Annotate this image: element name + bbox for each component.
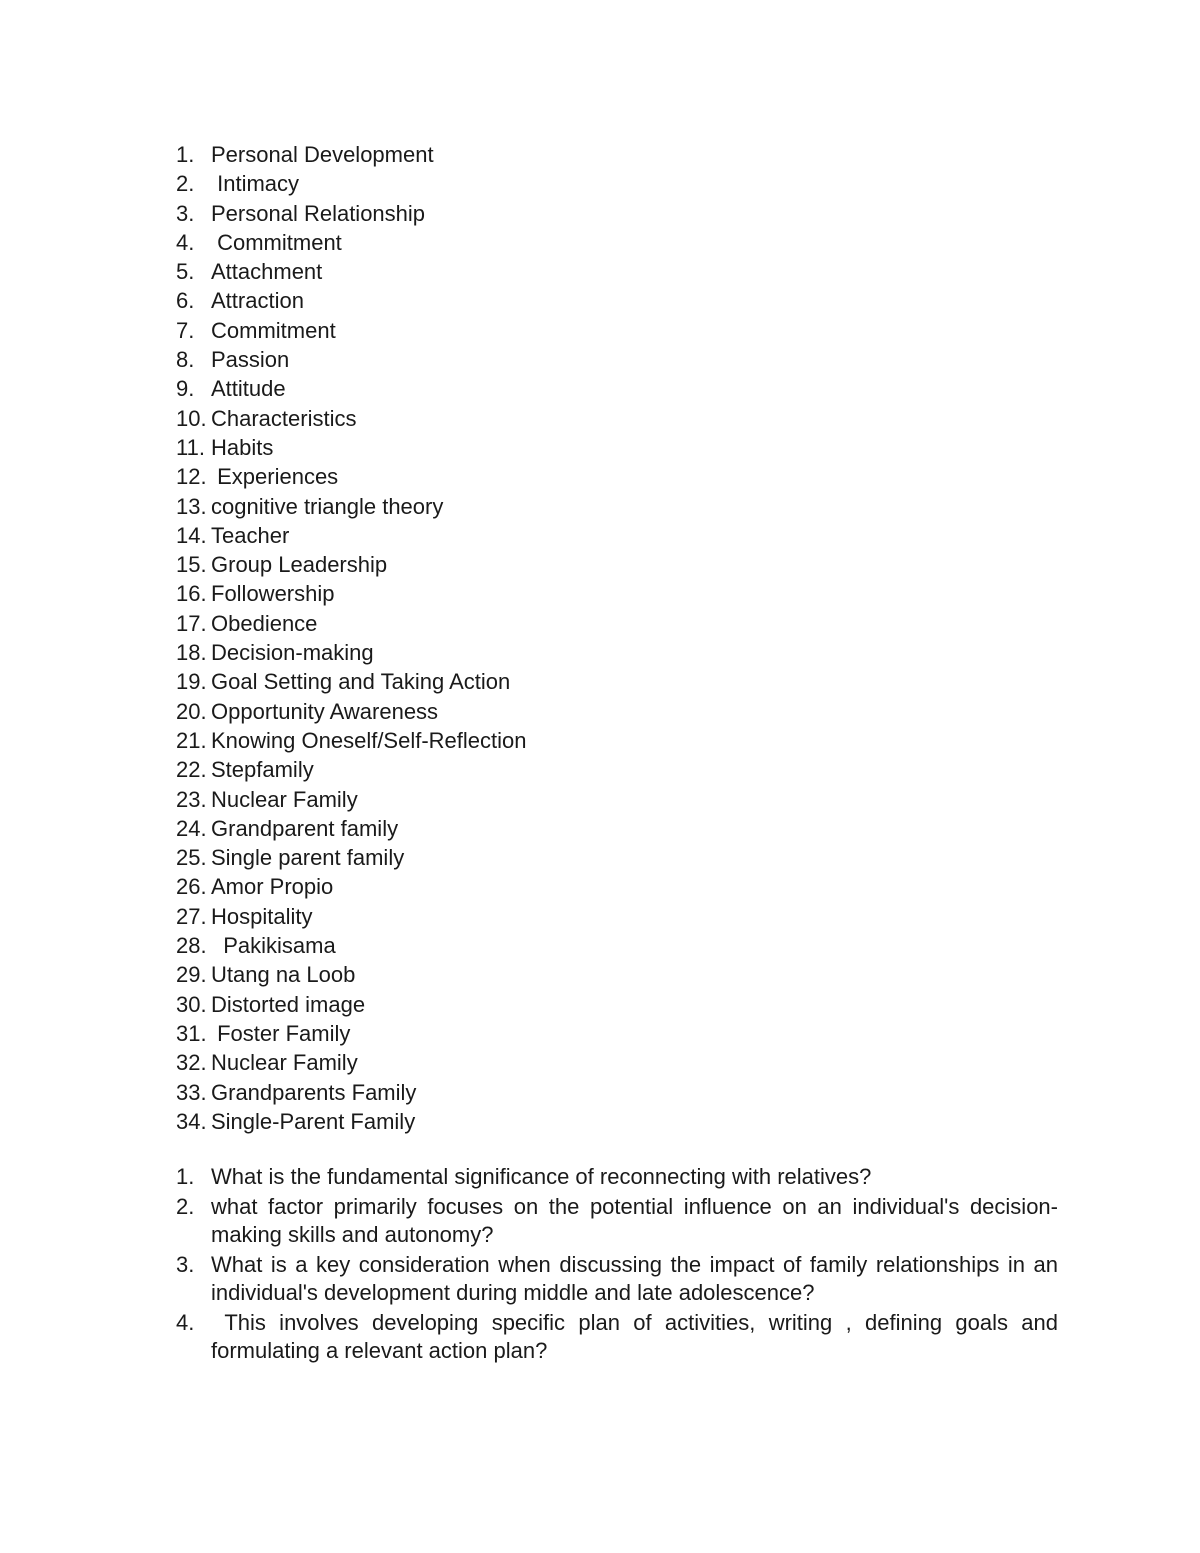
item-number: 16. bbox=[176, 581, 207, 607]
question-list bbox=[176, 1163, 1065, 1367]
question-item bbox=[176, 1251, 1065, 1307]
item-number: 29. bbox=[176, 962, 207, 988]
item-text: Foster Family bbox=[211, 1020, 351, 1046]
item-text: Stepfamily bbox=[211, 757, 314, 783]
item-number: 23. bbox=[176, 786, 207, 812]
item-number: 28. bbox=[176, 933, 207, 959]
item-text: Single-Parent Family bbox=[211, 1108, 416, 1134]
list-item bbox=[176, 726, 876, 755]
item-number: 27. bbox=[176, 903, 207, 929]
question-text: What is a key consideration when discussing the impact of family relationships in an individual's development during middle and late adolescence? bbox=[211, 1252, 1065, 1305]
item-number: 6. bbox=[176, 288, 195, 314]
item-text: Experiences bbox=[211, 464, 339, 490]
question-item bbox=[176, 1309, 1065, 1365]
list-item bbox=[176, 1048, 876, 1077]
item-text: Intimacy bbox=[211, 171, 300, 197]
list-item bbox=[176, 257, 876, 286]
item-text: Nuclear Family bbox=[211, 786, 358, 812]
list-item bbox=[176, 872, 876, 901]
list-item bbox=[176, 785, 876, 814]
item-text: Obedience bbox=[211, 610, 318, 636]
item-number: 5. bbox=[176, 259, 195, 285]
list-item bbox=[176, 550, 876, 579]
list-item bbox=[176, 960, 876, 989]
question-number: 4. bbox=[176, 1310, 195, 1335]
item-number: 2. bbox=[176, 171, 195, 197]
item-text: Distorted image bbox=[211, 991, 366, 1017]
item-number: 10. bbox=[176, 405, 207, 431]
item-number: 22. bbox=[176, 757, 207, 783]
list-item bbox=[176, 1078, 876, 1107]
item-text: Grandparent family bbox=[211, 815, 399, 841]
item-text: Amor Propio bbox=[211, 874, 334, 900]
item-text: Commitment bbox=[211, 317, 336, 343]
item-text: Attachment bbox=[211, 259, 323, 285]
item-number: 26. bbox=[176, 874, 207, 900]
item-number: 9. bbox=[176, 376, 195, 402]
item-number: 18. bbox=[176, 640, 207, 666]
list-item bbox=[176, 931, 876, 960]
question-text: what factor primarily focuses on the potential influence on an individual's decision-making skills and autonomy? bbox=[211, 1194, 1058, 1247]
item-number: 14. bbox=[176, 522, 207, 548]
item-number: 12. bbox=[176, 464, 207, 490]
list-item bbox=[176, 697, 876, 726]
list-item bbox=[176, 638, 876, 667]
list-item bbox=[176, 228, 876, 257]
item-text: Characteristics bbox=[211, 405, 357, 431]
list-item bbox=[176, 902, 876, 931]
item-number: 7. bbox=[176, 317, 195, 343]
list-item bbox=[176, 1107, 876, 1136]
list-item bbox=[176, 667, 876, 696]
list-item bbox=[176, 609, 876, 638]
item-text: Single parent family bbox=[211, 845, 405, 871]
list-item bbox=[176, 140, 876, 169]
item-number: 20. bbox=[176, 698, 207, 724]
item-number: 30. bbox=[176, 991, 207, 1017]
item-number: 24. bbox=[176, 815, 207, 841]
question-number: 3. bbox=[176, 1252, 195, 1277]
item-text: Pakikisama bbox=[211, 933, 336, 959]
item-number: 34. bbox=[176, 1108, 207, 1134]
question-number: 1. bbox=[176, 1164, 195, 1189]
list-item bbox=[176, 345, 876, 374]
answer-list bbox=[176, 140, 876, 1136]
list-item bbox=[176, 404, 876, 433]
item-text: Commitment bbox=[211, 229, 342, 255]
item-text: Decision-making bbox=[211, 640, 374, 666]
list-item bbox=[176, 433, 876, 462]
list-item bbox=[176, 843, 876, 872]
list-item bbox=[176, 199, 876, 228]
question-text: This involves developing specific plan of activities, writing , defining goals and formulating a relevant action plan? bbox=[211, 1310, 1065, 1363]
item-text: Attitude bbox=[211, 376, 286, 402]
item-number: 13. bbox=[176, 493, 207, 519]
item-number: 33. bbox=[176, 1079, 207, 1105]
item-number: 19. bbox=[176, 669, 207, 695]
item-number: 3. bbox=[176, 200, 195, 226]
item-number: 11. bbox=[176, 434, 205, 460]
list-item bbox=[176, 814, 876, 843]
item-text: Opportunity Awareness bbox=[211, 698, 439, 724]
item-text: Habits bbox=[211, 434, 274, 460]
item-number: 15. bbox=[176, 552, 207, 578]
item-number: 8. bbox=[176, 347, 195, 373]
item-number: 25. bbox=[176, 845, 207, 871]
question-number: 2. bbox=[176, 1194, 195, 1219]
item-number: 31. bbox=[176, 1020, 207, 1046]
item-text: Group Leadership bbox=[211, 552, 388, 578]
item-number: 4. bbox=[176, 229, 195, 255]
list-item bbox=[176, 521, 876, 550]
item-number: 17. bbox=[176, 610, 207, 636]
list-item bbox=[176, 990, 876, 1019]
item-number: 1. bbox=[176, 142, 195, 167]
list-item bbox=[176, 286, 876, 315]
item-number: 21. bbox=[176, 727, 207, 753]
list-item bbox=[176, 169, 876, 198]
item-text: Followership bbox=[211, 581, 335, 607]
item-text: Knowing Oneself/Self-Reflection bbox=[211, 727, 527, 753]
item-text: Nuclear Family bbox=[211, 1050, 358, 1076]
question-item bbox=[176, 1163, 1058, 1191]
item-text: cognitive triangle theory bbox=[211, 493, 444, 519]
item-text: Grandparents Family bbox=[211, 1079, 417, 1105]
list-item bbox=[176, 374, 876, 403]
list-item bbox=[176, 1019, 876, 1048]
list-item bbox=[176, 579, 876, 608]
question-item bbox=[176, 1193, 1058, 1249]
list-item bbox=[176, 492, 876, 521]
list-item bbox=[176, 462, 876, 491]
item-text: Hospitality bbox=[211, 903, 313, 929]
item-text: Passion bbox=[211, 347, 290, 373]
item-text: Teacher bbox=[211, 522, 290, 548]
item-number: 32. bbox=[176, 1050, 207, 1076]
item-text: Goal Setting and Taking Action bbox=[211, 669, 511, 695]
list-item bbox=[176, 755, 876, 784]
item-text: Attraction bbox=[211, 288, 304, 314]
item-text: Personal Relationship bbox=[211, 200, 426, 226]
question-text: What is the fundamental significance of reconnecting with relatives? bbox=[211, 1164, 872, 1189]
item-text: Personal Development bbox=[211, 142, 434, 167]
item-text: Utang na Loob bbox=[211, 962, 356, 988]
list-item bbox=[176, 316, 876, 345]
